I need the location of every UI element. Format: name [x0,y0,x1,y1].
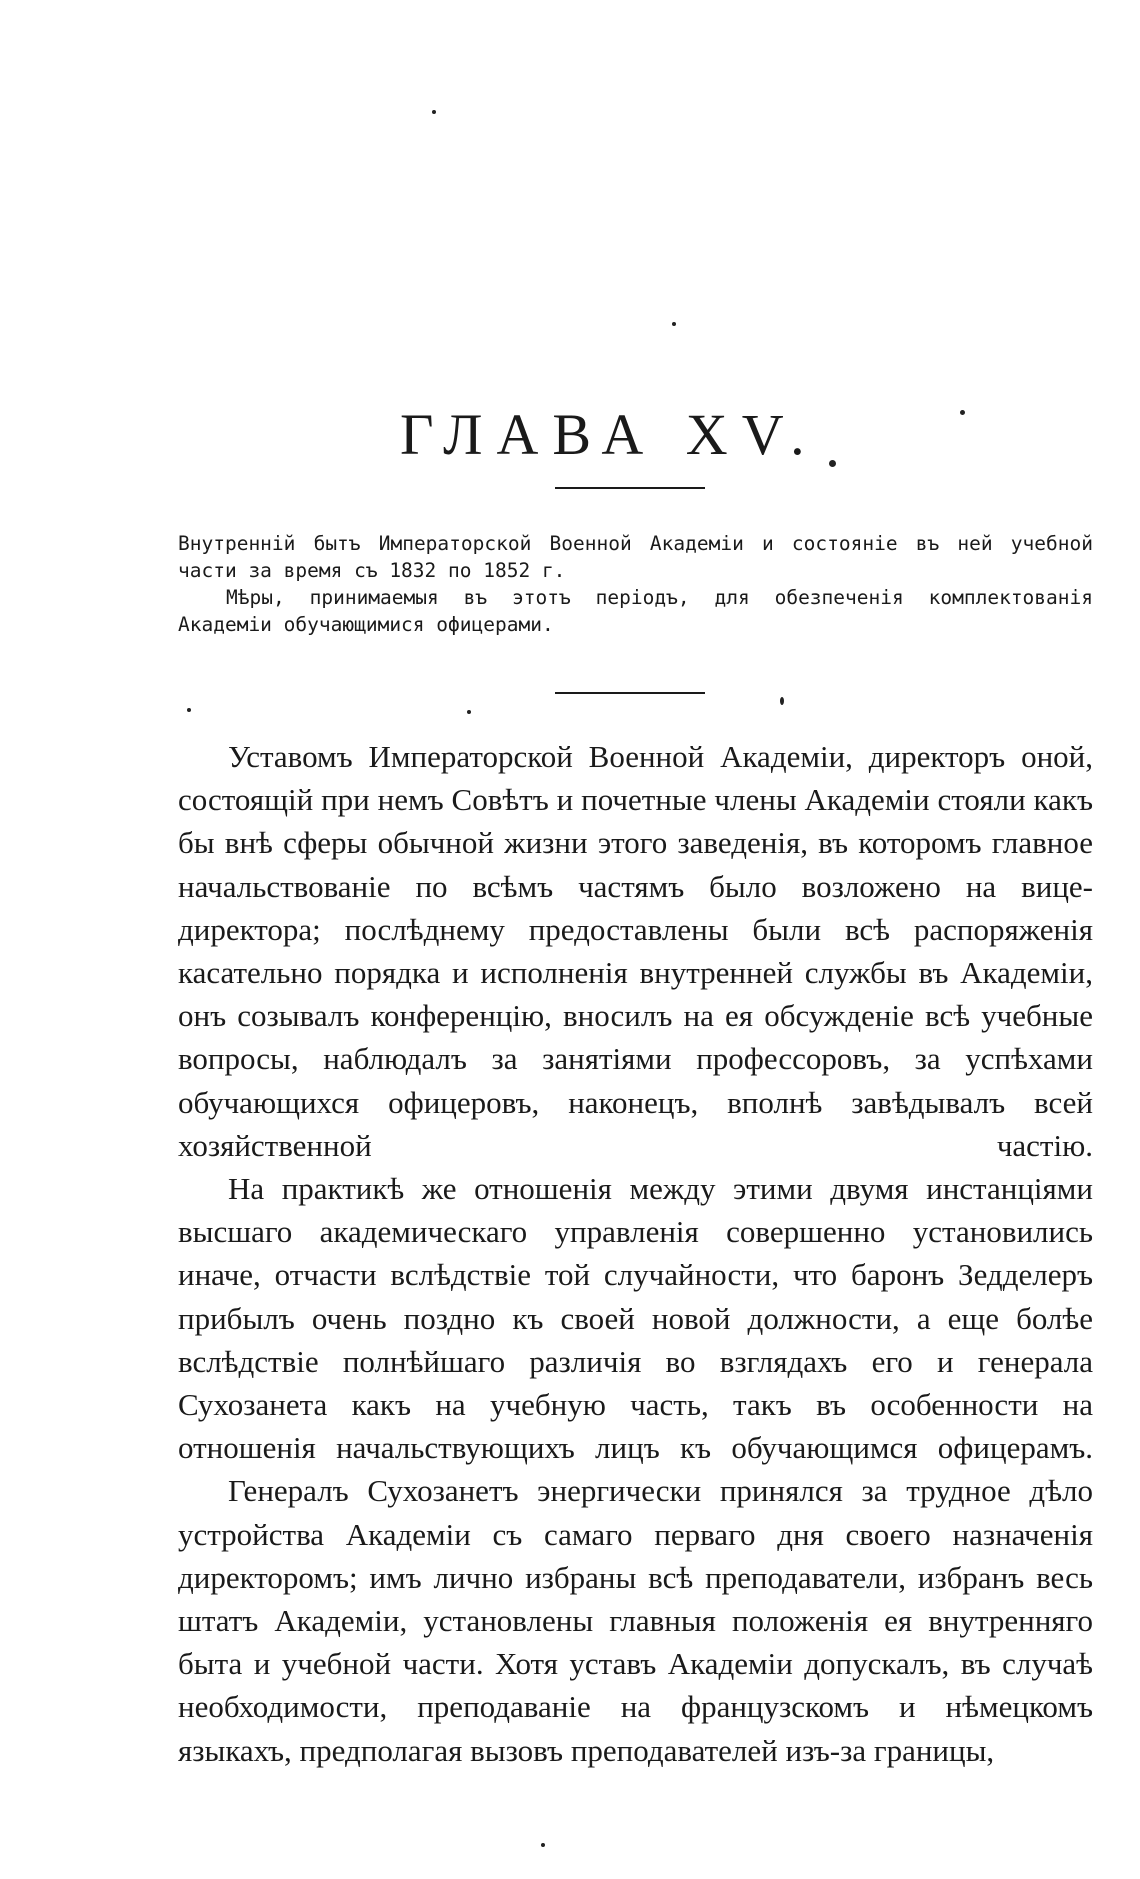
scan-speck [960,410,965,415]
chapter-summary [178,530,1093,638]
body-paragraph: На практикѣ же отношенія между этими двумя инстанціями высшаго академическаго управленія совершенно установились иначе, отчасти вслѣдствіе той случайности, что баронъ Зедделеръ прибылъ очень поздно къ своей новой должности, а еще болѣе вслѣдствіе полнѣйшаго различія во взглядахъ его и генерала Сухозанета какъ на учебную часть, такъ въ особенности на отношенія начальствующихъ лицъ къ обучающимся офицерамъ. [178,1171,1093,1466]
body-paragraph: Уставомъ Императорской Военной Академіи, директоръ оной, состоящій при немъ Совѣтъ и почетные члены Академіи стояли какъ бы внѣ сферы обычной жизни этого заведенія, въ которомъ главное начальствованіе по всѣмъ частямъ было возложено на вице-директора; послѣднему предоставлены были всѣ распоряженія касательно порядка и исполненія внутренней службы въ Академіи, онъ созывалъ конференцію, вносилъ на ея обсужденіе всѣ учебные вопросы, наблюдалъ за занятіями профессоровъ, за успѣхами обучающихся офицеровъ, наконецъ, вполнѣ завѣдывалъ всей хозяйственной частію. [178,739,1093,1163]
scan-speck [467,710,471,714]
scan-speck [187,708,191,712]
scan-speck [829,460,836,467]
title-divider [555,487,705,489]
scan-speck [432,110,436,114]
summary-divider [555,692,705,694]
chapter-title: ГЛАВА XV. [400,402,819,467]
scan-speck [780,697,784,705]
scan-speck [541,1843,545,1847]
chapter-body [178,735,1093,1772]
body-paragraph: Генералъ Сухозанетъ энергически принялся за трудное дѣло устройства Академіи съ самаго перваго дня своего назначенія директоромъ; имъ лично избраны всѣ преподаватели, избранъ весь штатъ Академіи, установлены главныя положенія ея внутренняго быта и учебной части. Хотя уставъ Академіи допускалъ, въ случаѣ необходимости, преподаваніе на французскомъ и нѣмецкомъ языкахъ, предполагая вызовъ преподавателей изъ-за границы, [178,1473,1093,1768]
summary-paragraph: Внутренній бытъ Императорской Военной Академіи и состояніе въ ней учебной части за время съ 1832 по 1852 г. [178,532,1093,582]
summary-paragraph: Мѣры, принимаемыя въ этотъ періодъ, для обезпеченія комплектованія Академіи обучающимися офицерами. [178,586,1093,636]
scan-speck [672,322,676,326]
